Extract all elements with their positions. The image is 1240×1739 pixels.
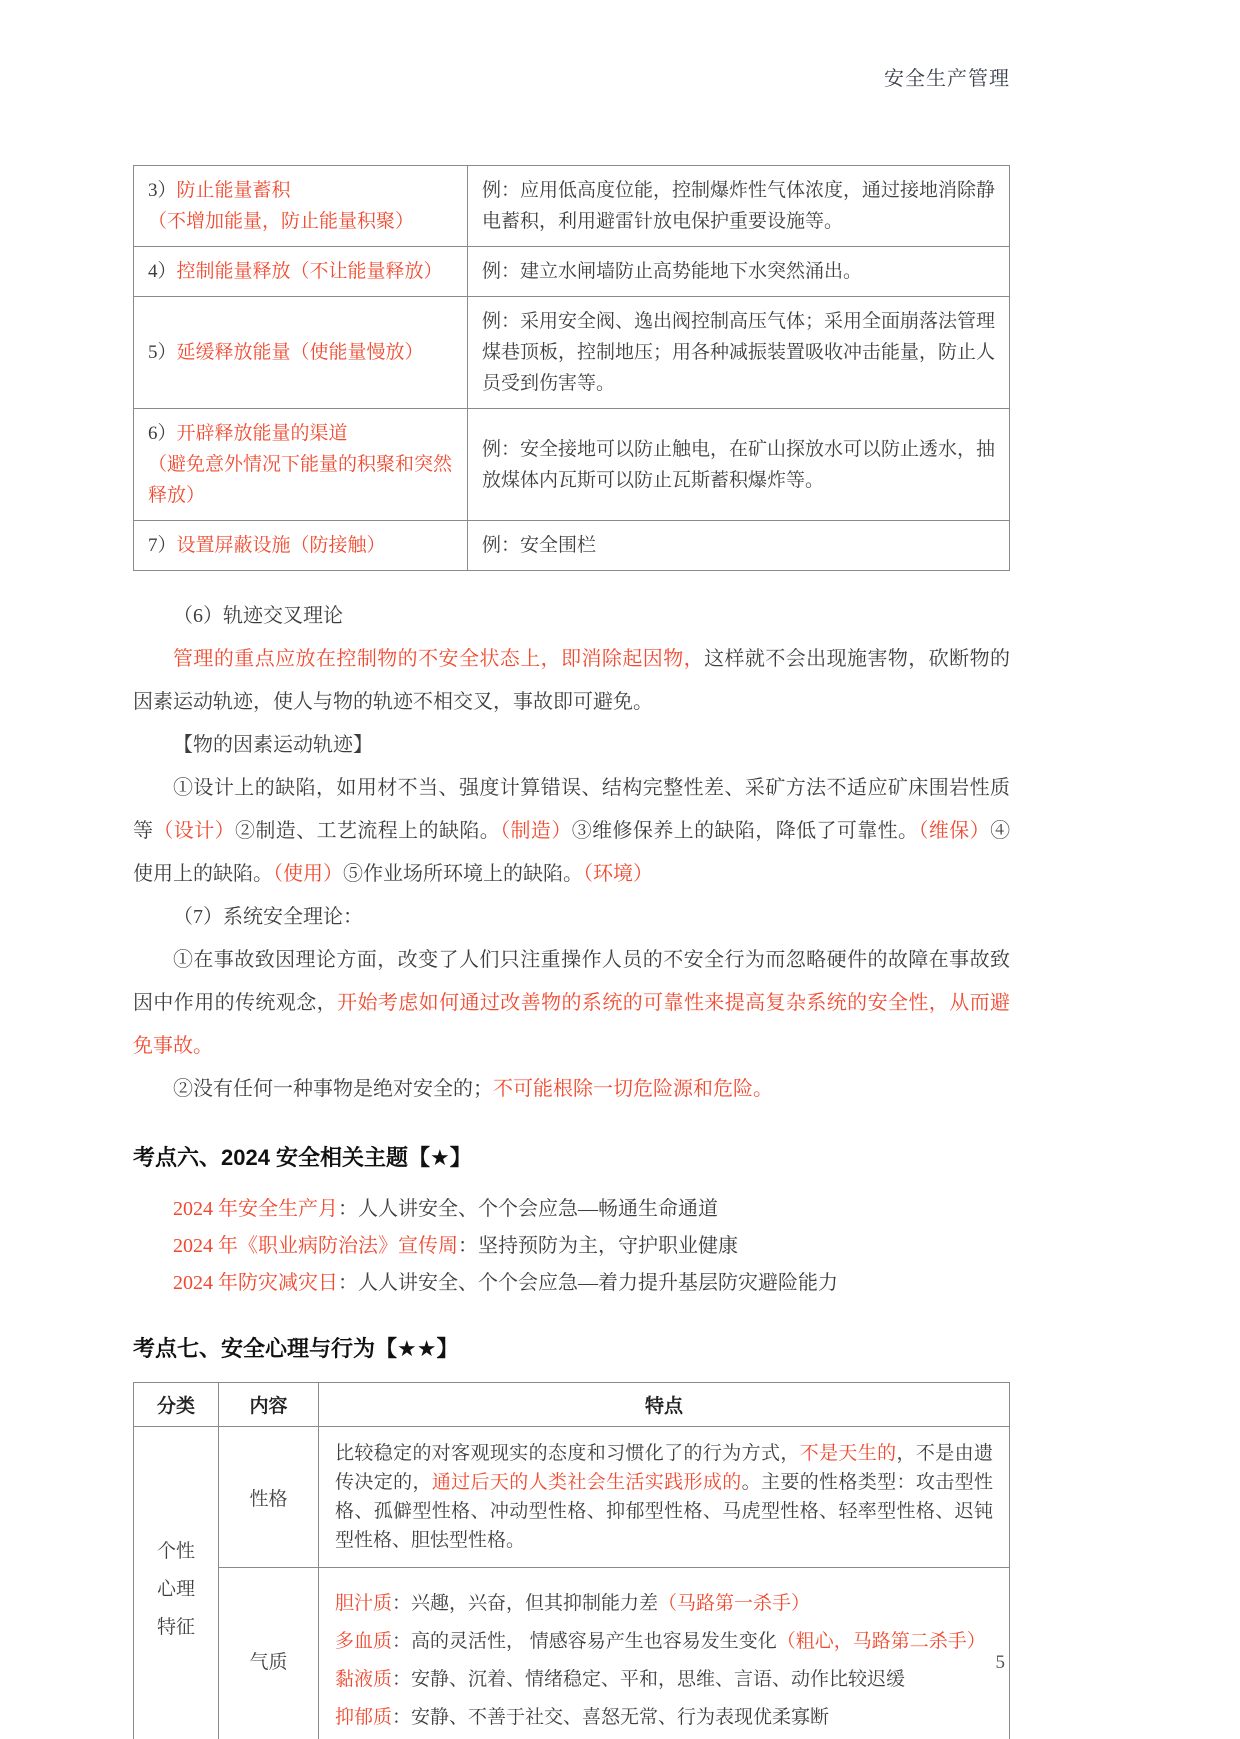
text-run: ③维修保养上的缺陷，降低了可靠性。 [571, 820, 919, 842]
highlighted-text: 2024 年防灾减灾日 [173, 1272, 338, 1294]
category-line: 心理 [156, 1579, 195, 1600]
text-run: （7）系统安全理论： [173, 906, 363, 928]
text-run: ：兴趣，兴奋，但其抑制能力差 [392, 1593, 659, 1614]
energy-control-table-body [134, 166, 1010, 571]
measure-cell [134, 521, 468, 571]
text-run: ⑤作业场所环境上的缺陷。 [343, 863, 583, 885]
example-cell: 例：应用低高度位能，控制爆炸性气体浓度，通过接地消除静电蓄积，利用避雷针放电保护重要设施等。 [468, 166, 1010, 247]
kaodian-7-heading [133, 1334, 1010, 1364]
text-run: ：坚持预防为主，守护职业健康 [458, 1235, 738, 1257]
feature-cell [319, 1568, 1010, 1739]
measure-number: 3） [148, 180, 177, 201]
category-cell [134, 1427, 219, 1739]
highlighted-text: 不是天生的 [799, 1443, 897, 1464]
text-run: ：安静、不善于社交、喜怒无常、行为表现优柔寡断 [392, 1707, 830, 1728]
object-factor-defects-paragraph [133, 767, 1010, 896]
text-run: ：人人讲安全、个个会应急—畅通生命通道 [338, 1198, 718, 1220]
text-run: 考点七、安全心理与行为【★★】 [133, 1336, 459, 1361]
example-cell: 例：采用安全阀、逸出阀控制高压气体；采用全面崩落法管理煤巷顶板，控制地压；用各种减振装置吸收冲击能量，防止人员受到伤害等。 [468, 297, 1010, 409]
measure-line [148, 175, 453, 206]
text-run: ②没有任何一种事物是绝对安全的； [173, 1078, 493, 1100]
energy-table-row [134, 297, 1010, 409]
highlighted-text: 通过后天的人类社会生活实践形成的 [431, 1472, 742, 1493]
text-run: 【物的因素运动轨迹】 [173, 734, 373, 756]
system-safety-point-2 [133, 1068, 1010, 1111]
system-safety-point-1 [133, 939, 1010, 1068]
measure-label: 延缓释放能量（使能量慢放） [176, 342, 424, 363]
measure-sublabel: （不增加能量，防止能量积聚） [148, 211, 415, 232]
text-run: ：安静、沉着、情绪稳定、平和，思维、言语、动作比较迟缓 [392, 1669, 906, 1690]
object-factor-trajectory-label [133, 724, 1010, 767]
section-7-title [133, 896, 1010, 939]
measure-line [148, 418, 453, 449]
body-text [133, 595, 1010, 1364]
measure-cell [134, 166, 468, 247]
highlighted-text: （设计） [153, 820, 235, 842]
measure-label: 开辟释放能量的渠道 [176, 423, 348, 444]
highlighted-text: 2024 年安全生产月 [173, 1198, 338, 1220]
text-run: ：高的灵活性， 情感容易产生也容易发生变化 [392, 1631, 777, 1652]
energy-table-row [134, 166, 1010, 247]
page-header-title: 安全生产管理 [884, 68, 1010, 90]
measure-label: 防止能量蓄积 [176, 180, 291, 201]
energy-table-row [134, 247, 1010, 297]
theme-disaster-reduction-day [133, 1265, 1010, 1302]
highlighted-text: （制造） [500, 820, 572, 842]
highlighted-text: 黏液质 [335, 1669, 393, 1690]
text-run: ①在事故致因理论方面，改变了人们只注重操作人员的不安全行为而忽略硬件的故障在事故致因中作用的传统观念， [133, 949, 1010, 1014]
temperament-line [335, 1665, 993, 1694]
highlighted-text: 管理的重点应放在控制物的不安全状态上，即消除起因物， [173, 648, 705, 670]
content-cell: 气质 [219, 1568, 319, 1739]
highlighted-text: （环境） [583, 863, 653, 885]
measure-label: 控制能量释放（不让能量释放） [176, 261, 443, 282]
theme-production-month [133, 1191, 1010, 1228]
feature-cell [319, 1427, 1010, 1568]
column-header: 特点 [319, 1383, 1010, 1427]
measure-sublabel: （避免意外情况下能量的积聚和突然释放） [148, 454, 453, 506]
text-run: ：人人讲安全、个个会应急—着力提升基层防灾避险能力 [338, 1272, 838, 1294]
highlighted-text: 多血质 [335, 1631, 393, 1652]
measure-number: 7） [148, 535, 177, 556]
highlighted-text: 不可能根除一切危险源和危险。 [493, 1078, 773, 1100]
energy-table-row [134, 409, 1010, 521]
highlighted-text: （粗心，马路第二杀手） [776, 1631, 986, 1652]
highlighted-text: 抑郁质 [335, 1707, 393, 1728]
highlighted-text: （马路第一杀手） [658, 1593, 811, 1614]
measure-line [148, 530, 453, 561]
energy-control-table [133, 165, 1010, 571]
column-header: 分类 [134, 1383, 219, 1427]
feature-paragraph [335, 1439, 993, 1555]
content-cell: 性格 [219, 1427, 319, 1568]
section-6-title [133, 595, 1010, 638]
temperament-line [335, 1589, 993, 1618]
theme-occupational-disease-week [133, 1228, 1010, 1265]
measure-number: 5） [148, 342, 177, 363]
measure-cell [134, 297, 468, 409]
category-line: 特征 [156, 1617, 195, 1638]
measure-line [148, 256, 453, 287]
psychology-behavior-table [133, 1382, 1010, 1739]
text-run: 这样就不会出现施害物，砍断物的因素运动轨迹，使人与物的轨迹不相交叉，事故即可避免。 [133, 648, 1011, 713]
text-run: 比较稳定的对客观现实的态度和习惯化了的行为方式， [335, 1443, 800, 1464]
temperament-line [335, 1627, 993, 1656]
psychology-table-body [134, 1427, 1010, 1739]
highlighted-text: （维保） [918, 820, 991, 842]
psychology-table-head [134, 1383, 1010, 1427]
text-run: ①设计上的缺陷，如用材不当、强度计算错误、结构完整性差、采矿方法不适应矿床围岩性质等 [133, 777, 1010, 842]
psychology-table-row [134, 1568, 1010, 1739]
text-run: ，不是由遗传决定的， [335, 1443, 993, 1493]
measure-cell [134, 409, 468, 521]
page-number: 5 [995, 1652, 1005, 1673]
highlighted-text: 2024 年《职业病防治法》宣传周 [173, 1235, 458, 1257]
text-run: （6）轨迹交叉理论 [173, 605, 343, 627]
psychology-table-row [134, 1427, 1010, 1568]
highlighted-text: 胆汁质 [335, 1593, 393, 1614]
example-cell: 例：建立水闸墙防止高势能地下水突然涌出。 [468, 247, 1010, 297]
measure-number: 4） [148, 261, 177, 282]
kaodian-6-heading [133, 1143, 1010, 1173]
measure-number: 6） [148, 423, 177, 444]
psychology-header-row [134, 1383, 1010, 1427]
highlighted-text: 开始考虑如何通过改善物的系统的可靠性来提高复杂系统的安全性，从而避免事故。 [133, 992, 1011, 1057]
measure-line [148, 337, 453, 368]
text-run: 考点六、2024 安全相关主题【★】 [133, 1145, 472, 1170]
measure-cell [134, 247, 468, 297]
column-header: 内容 [219, 1383, 319, 1427]
text-run: 。主要的性格类型：攻击型性格、孤僻型性格、冲动型性格、抑郁型性格、马虎型性格、轻率型性格、迟钝型性格、胆怯型性格。 [335, 1472, 993, 1551]
category-line: 个性 [156, 1541, 195, 1562]
text-run: ④使用上的缺陷。 [133, 820, 1011, 885]
temperament-line [335, 1703, 993, 1732]
measure-label: 设置屏蔽设施（防接触） [176, 535, 386, 556]
content-area [133, 165, 1010, 1739]
highlighted-text: （使用） [273, 863, 343, 885]
text-run: ②制造、工艺流程上的缺陷。 [235, 820, 501, 842]
example-cell: 例：安全接地可以防止触电，在矿山探放水可以防止透水，抽放煤体内瓦斯可以防止瓦斯蓄积爆炸等。 [468, 409, 1010, 521]
trajectory-theory-paragraph [133, 638, 1010, 724]
energy-table-row [134, 521, 1010, 571]
example-cell: 例：安全围栏 [468, 521, 1010, 571]
